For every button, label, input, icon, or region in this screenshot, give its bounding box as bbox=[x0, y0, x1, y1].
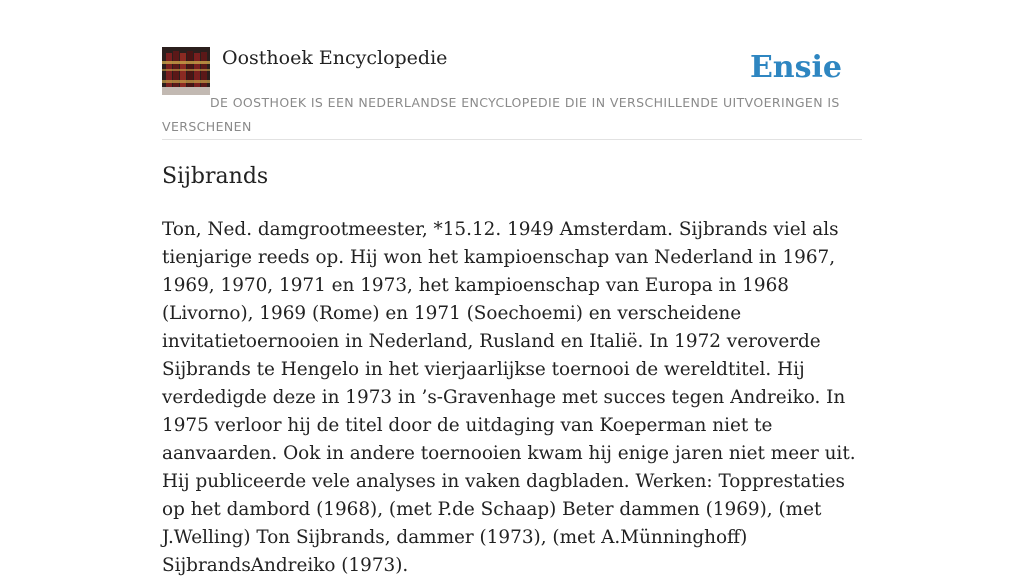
header-divider bbox=[162, 139, 862, 140]
ensie-logo[interactable]: Ensie bbox=[749, 50, 842, 85]
site-tagline: DE OOSTHOEK IS EEN NEDERLANDSE ENCYCLOPEDIE DIE IN VERSCHILLENDE UITVOERINGEN IS VERSCHENEN bbox=[162, 95, 840, 134]
site-name[interactable]: Oosthoek Encyclopedie bbox=[222, 47, 448, 69]
entry-title: Sijbrands bbox=[162, 164, 269, 189]
entry-body: Ton, Ned. damgrootmeester, *15.12. 1949 Amsterdam. Sijbrands viel als tienjarige reeds op. Hij won het kampioenschap van Nederland in 1967, 1969, 1970, 1971 en 1973, het kampioenschap van Europa in 1968 (Livorno), 1969 (Rome) en 1971 (Soechoemi) en verscheidene invitatietoernooien in Nederland, Rusland en Italië. In 1972 veroverde Sijbrands te Hengelo in het vierjaarlijkse toernooi de wereldtitel. Hij verdedigde deze in 1973 in ’s-Gravenhage met succes tegen Andreiko. In 1975 verloor hij de titel door de uitdaging van Koeperman niet te aanvaarden. Ook in andere toernooien kwam hij enige jaren niet meer uit. Hij publiceerde vele analyses in vaken dagbladen. Werken: Topprestaties op het dambord (1968), (met P.de Schaap) Beter dammen (1969), (met J.Welling) Ton Sijbrands, dammer (1973), (met A.Münninghoff) SijbrandsAndreiko (1973). bbox=[162, 219, 856, 576]
site-header bbox=[162, 46, 862, 140]
book-spines-icon bbox=[162, 47, 210, 95]
encyclopedia-logo[interactable] bbox=[162, 47, 210, 95]
